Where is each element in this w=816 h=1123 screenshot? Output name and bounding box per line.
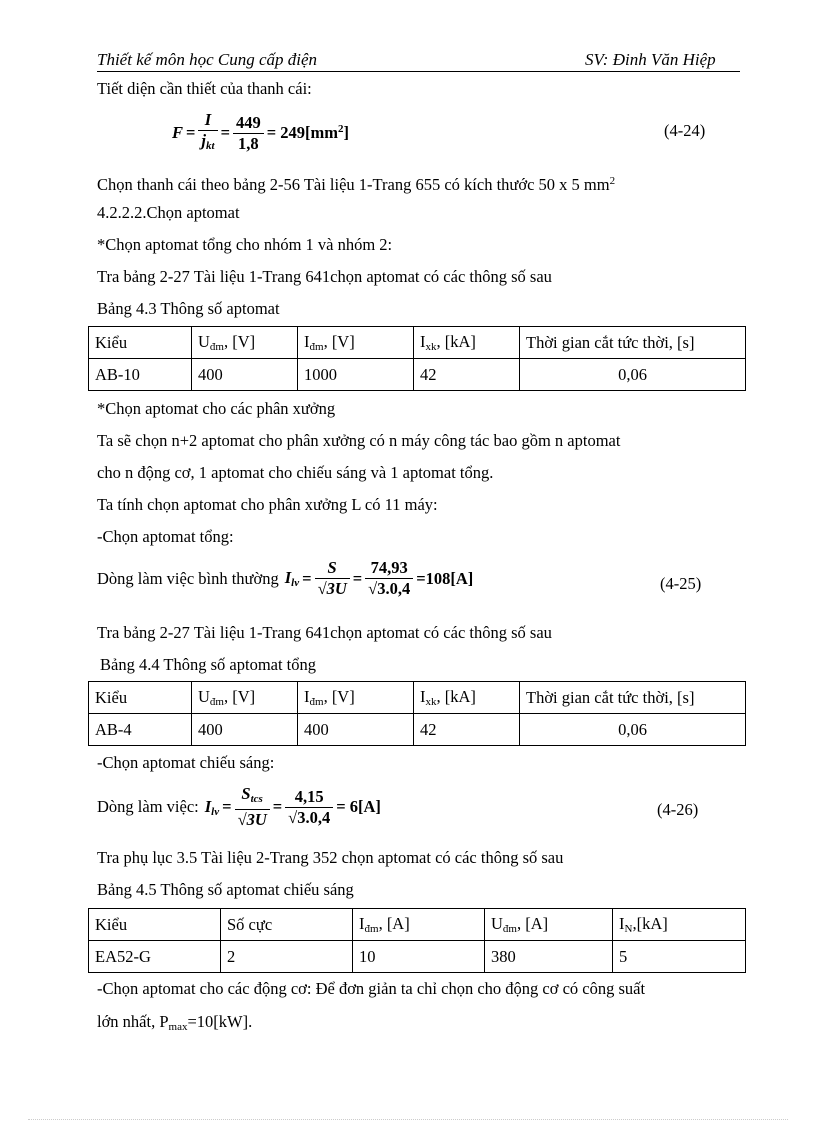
header-cell: $U_{đm}$, [V] <box>192 682 298 714</box>
paragraph: Tra bảng 2-27 Tài liệu 1-Trang 641chọn aptomat có các thông số sau <box>97 267 552 286</box>
eq3-fraction-1: $\frac{S_{tcs}}{√3U}$ <box>235 784 270 830</box>
table-caption: Bảng 4.5 Thông số aptomat chiếu sáng <box>97 880 354 899</box>
cell: 0,06 <box>520 359 746 391</box>
table-4-5 <box>88 908 746 973</box>
header-cell: $I_{đm}$, [V] <box>298 327 414 359</box>
eq3-fraction-2: $\frac{4,15}{√3.0,4}$ <box>285 787 333 828</box>
cell: 10 <box>353 941 485 973</box>
equation-4-25: Dòng làm việc bình thường $I_{lv}$ = $\frac{S}{√3U}$ = $\frac{74,93}{√3.0,4}$ =108[A] <box>97 558 474 598</box>
equation-4-26: Dòng làm việc: $I_{lv}$ = $\frac{S_{tcs}}{√3U}$ = $\frac{4,15}{√3.0,4}$ = 6[A] <box>97 784 381 829</box>
paragraph: -Chọn aptomat cho các động cơ: Để đơn giản ta chỉ chọn cho động cơ có công suất <box>97 979 646 998</box>
equation-number: (4-24) <box>664 121 706 140</box>
cell: 400 <box>192 714 298 746</box>
section-heading: 4.2.2.2.Chọn aptomat <box>97 203 240 222</box>
header-rule <box>97 71 740 72</box>
header-cell: $I_{xk}$, [kA] <box>414 682 520 714</box>
header-cell: $I_{đm}$, [V] <box>298 682 414 714</box>
cell: 0,06 <box>520 714 746 746</box>
cell: AB-10 <box>89 359 192 391</box>
header-cell: Thời gian cắt tức thời, [s] <box>520 327 746 359</box>
header-cell: Kiểu <box>89 909 221 941</box>
cell: 400 <box>298 714 414 746</box>
header-cell: $I_{đm}$, [A] <box>353 909 485 941</box>
cell: 42 <box>414 359 520 391</box>
cell: 42 <box>414 714 520 746</box>
table-caption: Bảng 4.4 Thông số aptomat tổng <box>100 655 317 674</box>
paragraph: Tra phụ lục 3.5 Tài liệu 2-Trang 352 chọn aptomat có các thông số sau <box>97 848 564 867</box>
table-header-row <box>89 327 746 359</box>
paragraph: Ta sẽ chọn n+2 aptomat cho phân xưởng có n máy công tác bao gồm n aptomat <box>97 431 621 450</box>
table-row <box>89 714 746 746</box>
eq2-fraction-1: $\frac{S}{√3U}$ <box>315 558 350 599</box>
header-cell: Kiểu <box>89 327 192 359</box>
eq1-fraction-1: $\frac{I}{j_{kt}}$ <box>198 110 217 156</box>
table-header-row <box>89 909 746 941</box>
table-caption: Bảng 4.3 Thông số aptomat <box>97 299 280 318</box>
paragraph: *Chọn aptomat cho các phân xưởng <box>97 399 336 418</box>
table-4-4 <box>88 681 746 746</box>
header-cell: Kiểu <box>89 682 192 714</box>
eq1-lhs: F <box>172 123 184 142</box>
paragraph: -Chọn aptomat tổng: <box>97 527 234 546</box>
header-title: Thiết kế môn học Cung cấp điện <box>97 50 318 69</box>
cell: 400 <box>192 359 298 391</box>
header-cell: $I_N,[kA]$ <box>613 909 746 941</box>
paragraph: Tiết diện cần thiết của thanh cái: <box>97 79 312 98</box>
header-cell: Thời gian cắt tức thời, [s] <box>520 682 746 714</box>
paragraph: Chọn thanh cái theo bảng 2-56 Tài liệu 1-Trang 655 có kích thước 50 x 5 $mm^2$ <box>97 175 616 194</box>
header-cell: Số cực <box>221 909 353 941</box>
header-cell: $U_{đm}$, [A] <box>485 909 613 941</box>
paragraph: lớn nhất, $P_{max}=10[kW]$. <box>97 1012 253 1033</box>
cell: 380 <box>485 941 613 973</box>
eq1-fraction-2: $\frac{449}{1,8}$ <box>233 113 264 154</box>
cell: 1000 <box>298 359 414 391</box>
paragraph: cho n động cơ, 1 aptomat cho chiếu sáng và 1 aptomat tổng. <box>97 463 494 482</box>
header-author: SV: Đinh Văn Hiệp <box>585 50 716 69</box>
cell: 5 <box>613 941 746 973</box>
equation-number: (4-26) <box>657 800 699 819</box>
header-cell: $I_{xk}$, [kA] <box>414 327 520 359</box>
paragraph: Ta tính chọn aptomat cho phân xưởng L có 11 máy: <box>97 495 438 514</box>
paragraph: -Chọn aptomat chiếu sáng: <box>97 753 275 772</box>
cell: EA52-G <box>89 941 221 973</box>
paragraph: *Chọn aptomat tổng cho nhóm 1 và nhóm 2: <box>97 235 393 254</box>
table-row <box>89 359 746 391</box>
paragraph: Tra bảng 2-27 Tài liệu 1-Trang 641chọn aptomat có các thông số sau <box>97 623 552 642</box>
cell: 2 <box>221 941 353 973</box>
header-cell: $U_{đm}$, [V] <box>192 327 298 359</box>
page-bottom-border <box>28 1119 788 1120</box>
table-row <box>89 941 746 973</box>
table-4-3 <box>88 326 746 391</box>
eq2-fraction-2: $\frac{74,93}{√3.0,4}$ <box>365 558 413 599</box>
equation-4-24: F = $\frac{I}{j_{kt}}$ = $\frac{449}{1,8}$ = $249[mm^2]$ <box>172 110 349 156</box>
table-header-row <box>89 682 746 714</box>
equation-number: (4-25) <box>660 574 702 593</box>
cell: AB-4 <box>89 714 192 746</box>
